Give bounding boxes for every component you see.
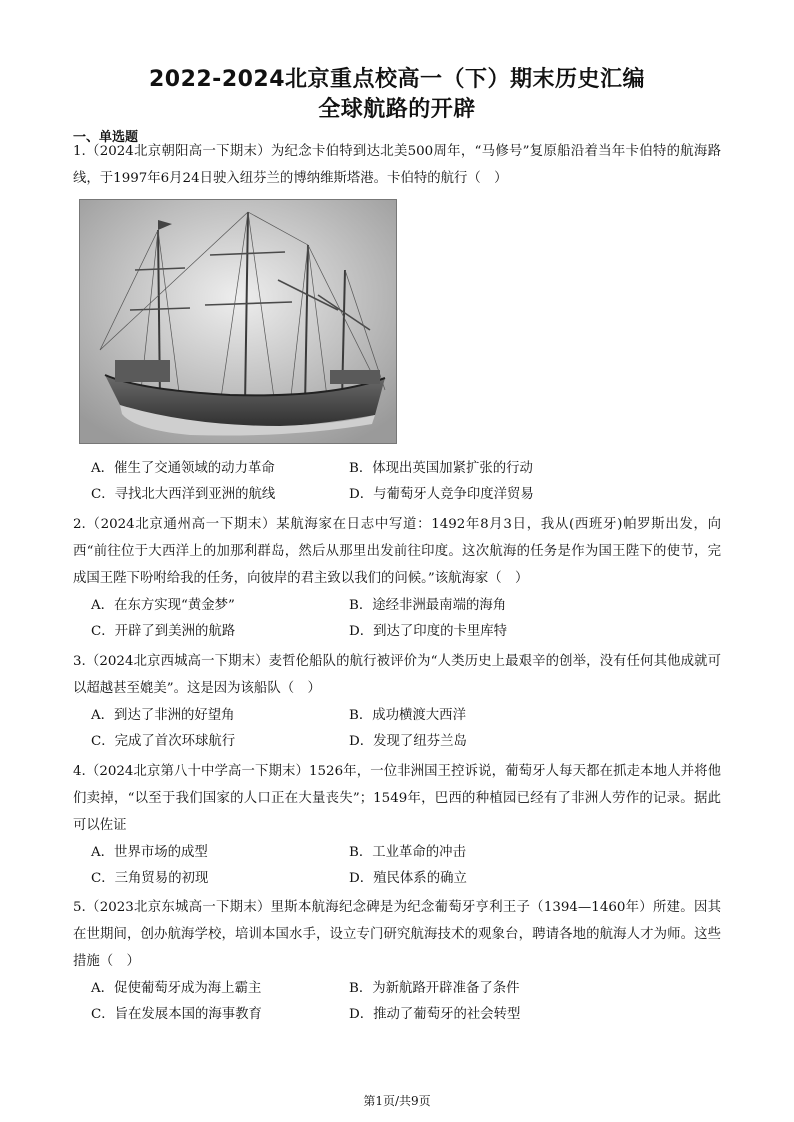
question-4-option-d[interactable]: D．殖民体系的确立 <box>349 871 467 886</box>
question-3-text: 3.（2024北京西城高一下期末）麦哲伦船队的航行被评价为“人类历史上最艰辛的创举，没有任何其他成就可以超越甚至媲美”。这是因为该船队（ ） <box>73 654 721 696</box>
question-2-option-a[interactable]: A．在东方实现“黄金梦” <box>91 598 235 613</box>
question-3-option-b[interactable]: B．成功横渡大西洋 <box>349 708 466 723</box>
question-4-option-a[interactable]: A．世界市场的成型 <box>91 845 208 860</box>
question-5-option-b[interactable]: B．为新航路开辟准备了条件 <box>349 981 520 996</box>
question-4-options <box>91 840 721 892</box>
question-1-text: 1.（2024北京朝阳高一下期末）为纪念卡伯特到达北美500周年，“马修号”复原船沿着当年卡伯特的航海路线，于1997年6月24日驶入纽芬兰的博纳维斯塔港。卡伯特的航行（ ） <box>73 144 721 186</box>
question-5-option-a[interactable]: A．促使葡萄牙成为海上霸主 <box>91 981 262 996</box>
question-2-options <box>91 593 721 645</box>
question-3-options <box>91 703 721 755</box>
question-1-options <box>91 456 721 508</box>
question-2-text: 2.（2024北京通州高一下期末）某航海家在日志中写道：1492年8月3日，我从(西班牙)帕罗斯出发，向西“前往位于大西洋上的加那利群岛，然后从那里出发前往印度。这次航海的任务是作为国王陛下的使节，完成国王陛下吩咐给我的任务，向彼岸的君主致以我们的问候。”该航海家（ ） <box>73 517 721 586</box>
question-5-option-c[interactable]: C．旨在发展本国的海事教育 <box>91 1007 262 1022</box>
question-1-option-b[interactable]: B．体现出英国加紧扩张的行动 <box>349 461 533 476</box>
question-5-text: 5.（2023北京东城高一下期末）里斯本航海纪念碑是为纪念葡萄牙亨利王子（1394—1460年）所建。因其在世期间，创办航海学校，培训本国水手，设立专门研究航海技术的观象台，聘请各地的航海人才为师。这些措施（ ） <box>73 900 721 969</box>
question-1-option-a[interactable]: A．催生了交通领域的动力革命 <box>91 461 275 476</box>
page-number: 第1页/共9页 <box>363 1094 431 1108</box>
document-subtitle: 全球航路的开辟 <box>318 97 476 122</box>
question-2-option-c[interactable]: C．开辟了到美洲的航路 <box>91 624 236 639</box>
question-5-options <box>91 976 721 1028</box>
question-3-option-c[interactable]: C．完成了首次环球航行 <box>91 734 236 749</box>
ship-illustration-icon <box>80 200 396 443</box>
question-3-option-a[interactable]: A．到达了非洲的好望角 <box>91 708 235 723</box>
question-5-option-d[interactable]: D．推动了葡萄牙的社会转型 <box>349 1007 521 1022</box>
document-title: 2022-2024北京重点校高一（下）期末历史汇编 <box>148 67 646 92</box>
question-1-option-d[interactable]: D．与葡萄牙人竞争印度洋贸易 <box>349 487 534 502</box>
question-4-option-c[interactable]: C．三角贸易的初现 <box>91 871 209 886</box>
question-2-option-b[interactable]: B．途经非洲最南端的海角 <box>349 598 507 613</box>
question-1-option-c[interactable]: C．寻找北大西洋到亚洲的航线 <box>91 487 276 502</box>
question-4-text: 4.（2024北京第八十中学高一下期末）1526年，一位非洲国王控诉说，葡萄牙人每天都在抓走本地人并将他们卖掉，“以至于我们国家的人口正在大量丧失”；1549年，巴西的种植园已经有了非洲人劳作的记录。据此可以佐证 <box>73 764 721 833</box>
question-4-option-b[interactable]: B．工业革命的冲击 <box>349 845 466 860</box>
section-heading: 一、单选题 <box>73 130 139 145</box>
ship-photo <box>79 199 397 444</box>
question-2-option-d[interactable]: D．到达了印度的卡里库特 <box>349 624 508 639</box>
question-3-option-d[interactable]: D．发现了纽芬兰岛 <box>349 734 467 749</box>
